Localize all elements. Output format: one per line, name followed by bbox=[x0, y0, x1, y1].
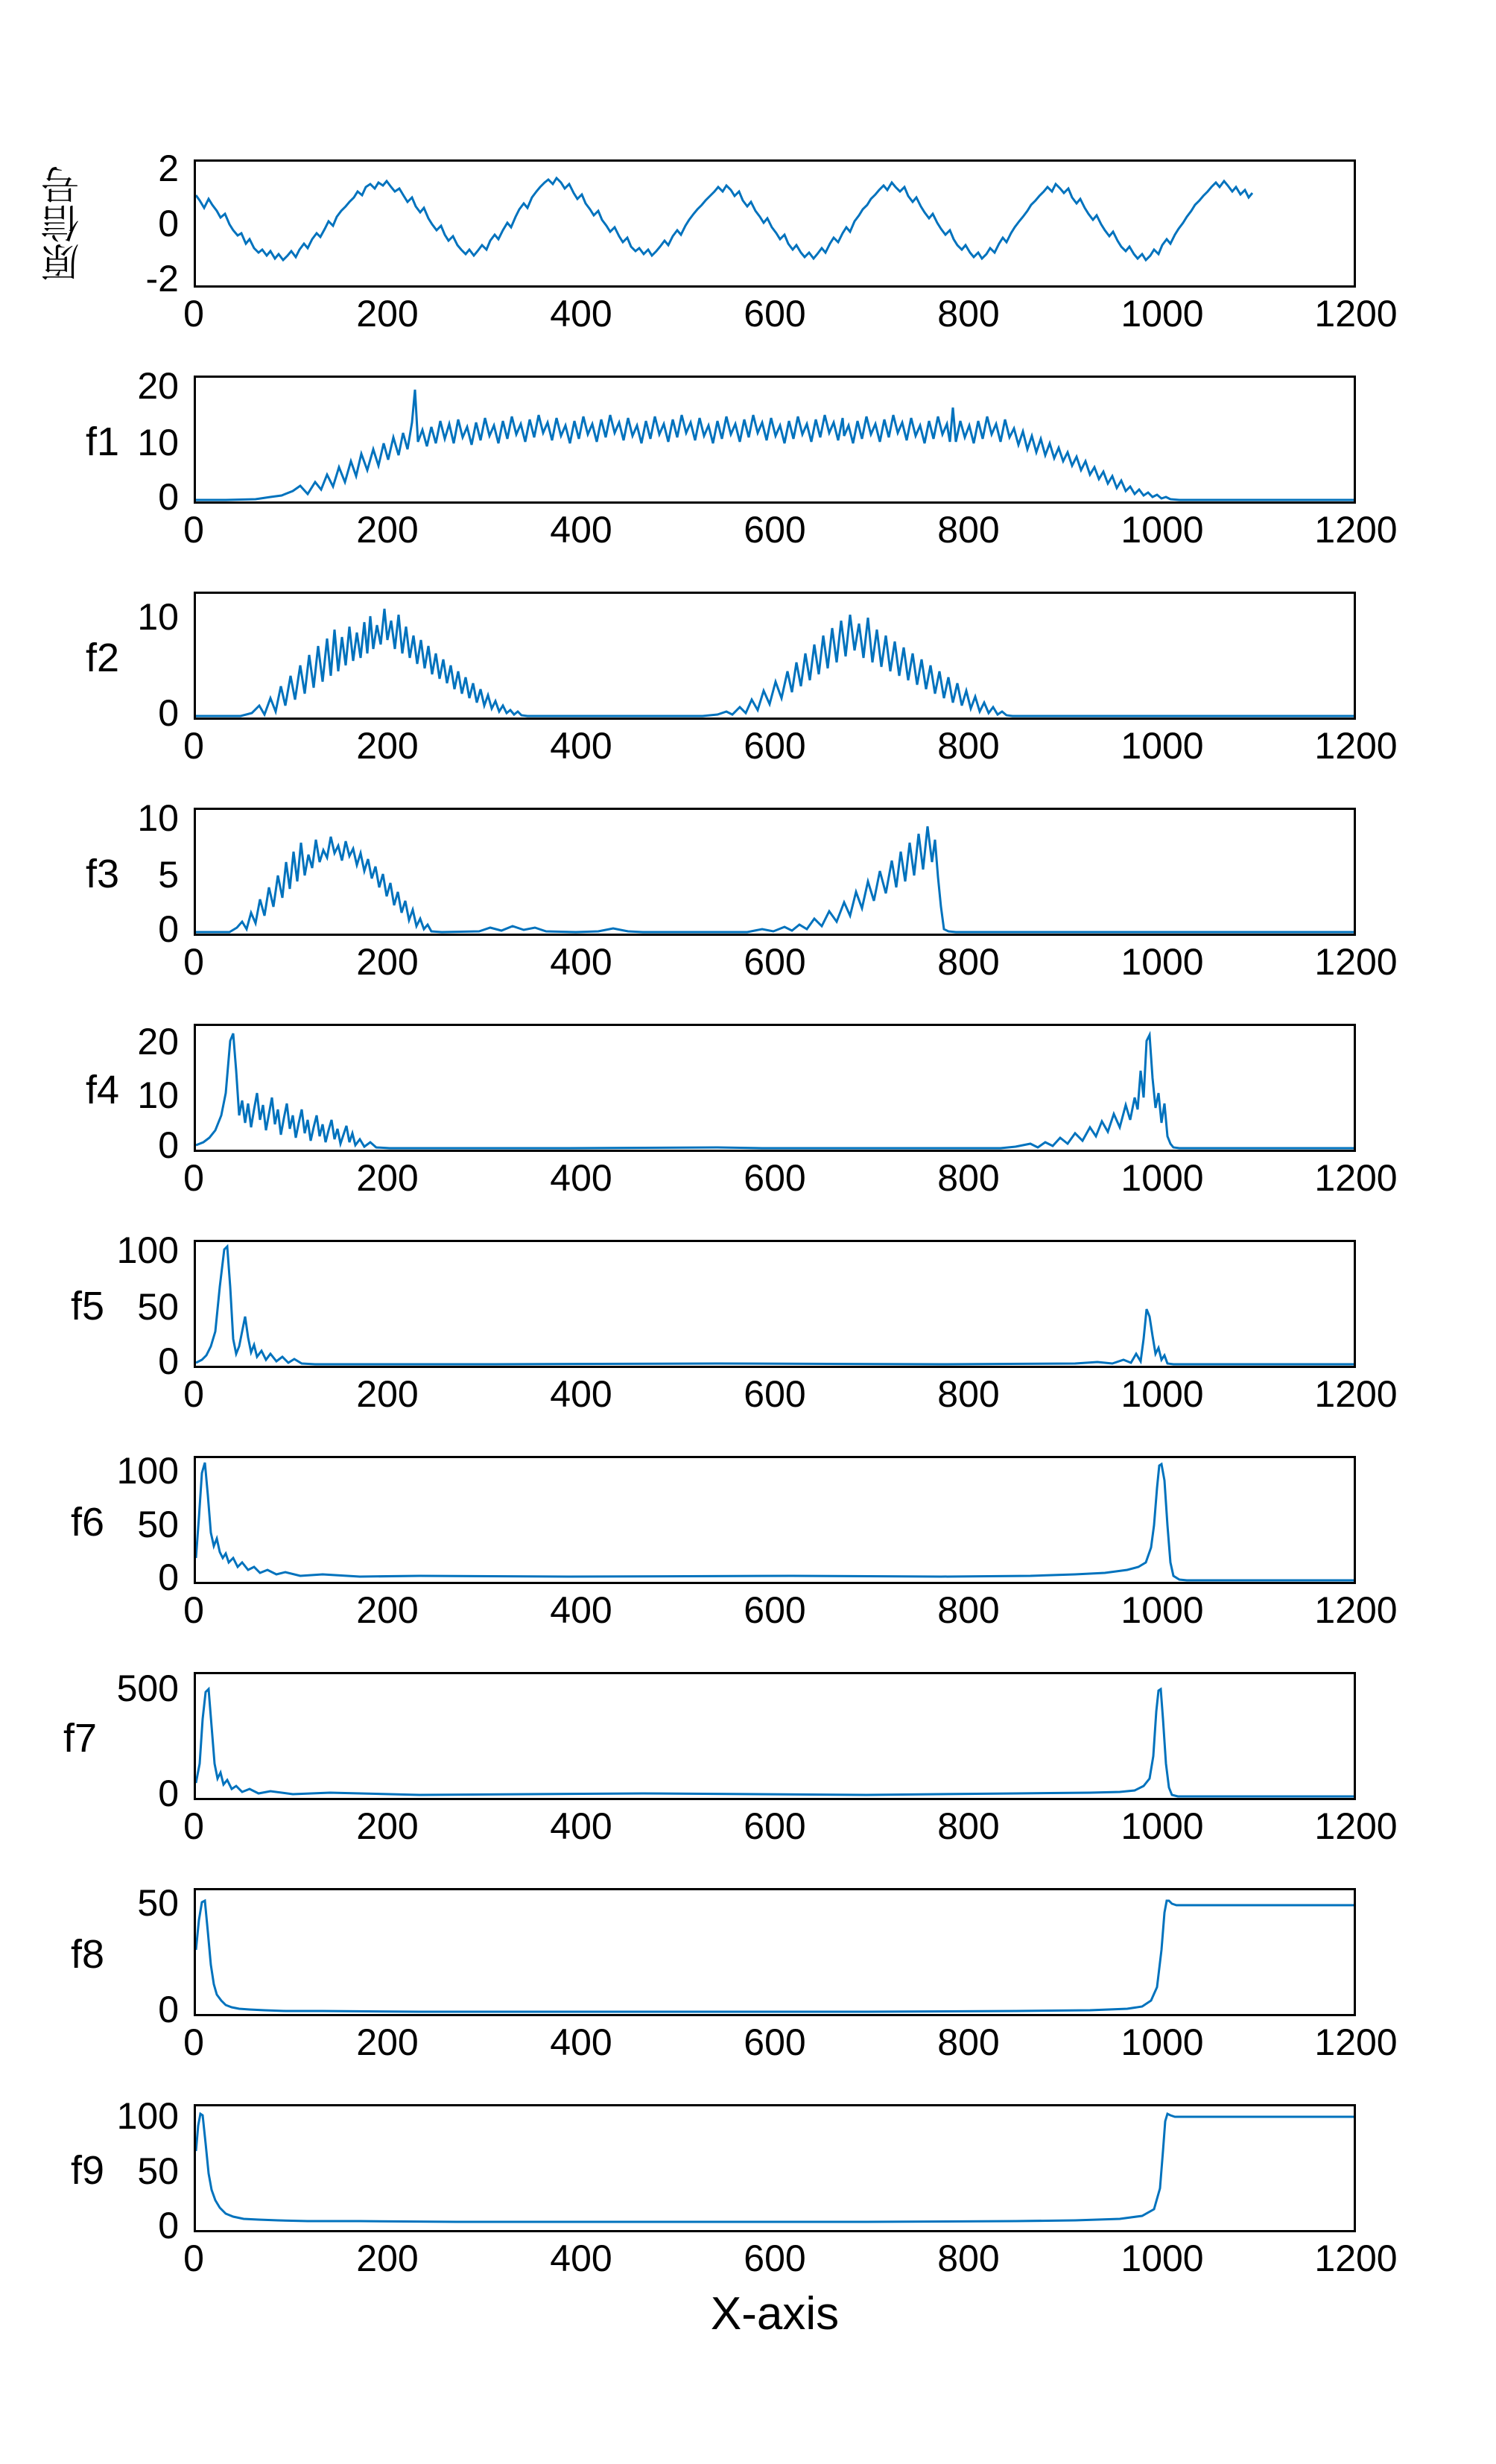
ytick: 5 bbox=[158, 854, 179, 896]
xtick: 200 bbox=[356, 725, 419, 767]
subplot-f1 bbox=[0, 365, 1496, 551]
subplot-f7-yticks bbox=[75, 1668, 179, 1814]
ytick: 10 bbox=[137, 797, 179, 839]
xtick: 800 bbox=[937, 2021, 1000, 2063]
ytick: 0 bbox=[158, 2205, 179, 2246]
ytick: 0 bbox=[158, 1340, 179, 1382]
subplot-f4-xticks bbox=[183, 1156, 1398, 1201]
xtick: 200 bbox=[356, 1373, 419, 1415]
xtick: 400 bbox=[550, 1805, 612, 1847]
xtick: 0 bbox=[183, 509, 204, 551]
xtick: 1000 bbox=[1121, 2237, 1204, 2279]
subplot-f5 bbox=[0, 1229, 1496, 1415]
xtick: 600 bbox=[744, 725, 806, 767]
xtick: 1000 bbox=[1121, 1805, 1204, 1847]
ytick: 0 bbox=[158, 476, 179, 518]
ytick: 0 bbox=[158, 1773, 179, 1814]
xtick: 600 bbox=[744, 1373, 806, 1415]
xtick: 200 bbox=[356, 1589, 419, 1631]
xtick: 1200 bbox=[1314, 941, 1398, 983]
xtick: 200 bbox=[356, 1805, 419, 1847]
ytick: 100 bbox=[116, 1450, 179, 1492]
xtick: 0 bbox=[183, 1805, 204, 1847]
subplot-f9-yticks bbox=[82, 2095, 179, 2246]
subplot-f8-xticks bbox=[183, 2021, 1398, 2065]
subplot-f1-ylabel: f1 bbox=[85, 419, 119, 464]
xtick: 400 bbox=[550, 293, 612, 335]
xtick: 200 bbox=[356, 293, 419, 335]
subplot-f5-yticks bbox=[82, 1229, 179, 1382]
ytick: 100 bbox=[116, 1229, 179, 1271]
subplot-f3-ylabel: f3 bbox=[85, 852, 119, 896]
subplot-f1-yticks bbox=[89, 365, 179, 518]
subplot-f6-ylabel: f6 bbox=[70, 1500, 104, 1545]
ytick: 50 bbox=[137, 1882, 179, 1924]
xtick: 1000 bbox=[1121, 2021, 1204, 2063]
subplot-f8 bbox=[0, 1878, 1496, 2063]
ytick: -2 bbox=[145, 258, 179, 300]
xtick: 800 bbox=[937, 1157, 1000, 1199]
xtick: 400 bbox=[550, 1589, 612, 1631]
xtick: 1200 bbox=[1314, 1805, 1398, 1847]
ytick: 100 bbox=[116, 2095, 179, 2137]
subplot-f7 bbox=[0, 1662, 1496, 1847]
ytick: 20 bbox=[137, 365, 179, 407]
subplot-f2 bbox=[0, 581, 1496, 767]
ytick: 20 bbox=[137, 1021, 179, 1062]
xtick: 1000 bbox=[1121, 725, 1204, 767]
xtick: 200 bbox=[356, 2021, 419, 2063]
xtick: 400 bbox=[550, 941, 612, 983]
subplot-f4 bbox=[0, 1013, 1496, 1199]
subplot-f2-axes bbox=[194, 592, 1356, 720]
xtick: 200 bbox=[356, 941, 419, 983]
subplot-f2-xticks bbox=[183, 724, 1398, 769]
subplot-original-ylabel: 原信号 bbox=[42, 165, 86, 282]
ytick: 0 bbox=[158, 203, 179, 244]
xtick: 800 bbox=[937, 941, 1000, 983]
ytick: 500 bbox=[116, 1668, 179, 1709]
xtick: 0 bbox=[183, 941, 204, 983]
xtick: 400 bbox=[550, 509, 612, 551]
xtick: 1000 bbox=[1121, 1589, 1204, 1631]
xtick: 0 bbox=[183, 1589, 204, 1631]
subplot-f8-yticks bbox=[82, 1882, 179, 2030]
xtick: 1000 bbox=[1121, 1373, 1204, 1415]
xtick: 1200 bbox=[1314, 725, 1398, 767]
xtick: 600 bbox=[744, 1805, 806, 1847]
xtick: 600 bbox=[744, 1589, 806, 1631]
xtick: 0 bbox=[183, 725, 204, 767]
xtick: 800 bbox=[937, 509, 1000, 551]
xtick: 600 bbox=[744, 941, 806, 983]
xtick: 200 bbox=[356, 2237, 419, 2279]
subplot-f5-xticks bbox=[183, 1372, 1398, 1417]
subplot-f7-axes bbox=[194, 1672, 1356, 1800]
xtick: 0 bbox=[183, 2021, 204, 2063]
subplot-original-axes bbox=[194, 159, 1356, 288]
ytick: 50 bbox=[137, 2150, 179, 2192]
subplot-f6-xticks bbox=[183, 1589, 1398, 1633]
xtick: 1200 bbox=[1314, 1373, 1398, 1415]
subplot-f7-ylabel: f7 bbox=[63, 1716, 97, 1761]
x-axis-label: X-axis bbox=[710, 2288, 840, 2340]
subplot-f1-axes bbox=[194, 376, 1356, 504]
subplot-f9-ylabel: f9 bbox=[70, 2148, 104, 2193]
subplot-f3 bbox=[0, 797, 1496, 983]
xtick: 1200 bbox=[1314, 1157, 1398, 1199]
subplot-f4-yticks bbox=[89, 1021, 179, 1166]
xtick: 1000 bbox=[1121, 293, 1204, 335]
xtick: 800 bbox=[937, 1805, 1000, 1847]
subplot-f2-ylabel: f2 bbox=[85, 636, 119, 680]
xtick: 1200 bbox=[1314, 2021, 1398, 2063]
xtick: 1000 bbox=[1121, 941, 1204, 983]
ytick: 10 bbox=[137, 1074, 179, 1116]
xtick: 1200 bbox=[1314, 293, 1398, 335]
xtick: 400 bbox=[550, 2021, 612, 2063]
subplot-f3-xticks bbox=[183, 940, 1398, 985]
xtick: 800 bbox=[937, 1373, 1000, 1415]
ytick: 2 bbox=[158, 148, 179, 189]
xtick: 1000 bbox=[1121, 509, 1204, 551]
xtick: 1000 bbox=[1121, 1157, 1204, 1199]
xtick: 800 bbox=[937, 293, 1000, 335]
xtick: 600 bbox=[744, 293, 806, 335]
subplot-f9-axes bbox=[194, 2104, 1356, 2232]
subplot-f5-ylabel: f5 bbox=[70, 1284, 104, 1328]
ytick: 0 bbox=[158, 692, 179, 734]
subplot-f6-axes bbox=[194, 1456, 1356, 1584]
xtick: 600 bbox=[744, 2237, 806, 2279]
xtick: 1200 bbox=[1314, 1589, 1398, 1631]
xtick: 400 bbox=[550, 725, 612, 767]
xtick: 600 bbox=[744, 1157, 806, 1199]
subplot-f8-ylabel: f8 bbox=[70, 1932, 104, 1977]
subplot-f3-axes bbox=[194, 808, 1356, 936]
xtick: 600 bbox=[744, 2021, 806, 2063]
subplot-original bbox=[0, 148, 1496, 335]
subplot-f9-xticks bbox=[183, 2237, 1398, 2281]
xtick: 200 bbox=[356, 1157, 419, 1199]
xtick: 0 bbox=[183, 293, 204, 335]
xtick: 800 bbox=[937, 725, 1000, 767]
subplot-f5-axes bbox=[194, 1240, 1356, 1368]
subplot-f7-xticks bbox=[183, 1805, 1398, 1849]
ytick: 0 bbox=[158, 1124, 179, 1166]
ytick: 50 bbox=[137, 1504, 179, 1545]
xtick: 400 bbox=[550, 1373, 612, 1415]
subplot-original-yticks bbox=[89, 148, 179, 300]
subplot-f8-axes bbox=[194, 1888, 1356, 2016]
ytick: 0 bbox=[158, 908, 179, 950]
ytick: 0 bbox=[158, 1556, 179, 1598]
subplot-f2-yticks bbox=[89, 592, 179, 734]
subplot-original-xticks bbox=[183, 292, 1398, 337]
xtick: 1200 bbox=[1314, 2237, 1398, 2279]
subplot-f9 bbox=[0, 2094, 1496, 2279]
xtick: 800 bbox=[937, 1589, 1000, 1631]
subplot-f6 bbox=[0, 1445, 1496, 1631]
xtick: 1200 bbox=[1314, 509, 1398, 551]
subplot-f3-yticks bbox=[89, 797, 179, 950]
xtick: 0 bbox=[183, 1157, 204, 1199]
ytick: 10 bbox=[137, 596, 179, 638]
xtick: 400 bbox=[550, 1157, 612, 1199]
xtick: 0 bbox=[183, 1373, 204, 1415]
ytick: 10 bbox=[137, 422, 179, 463]
subplot-f6-yticks bbox=[82, 1450, 179, 1598]
ytick: 50 bbox=[137, 1286, 179, 1328]
xtick: 600 bbox=[744, 509, 806, 551]
xtick: 200 bbox=[356, 509, 419, 551]
xtick: 800 bbox=[937, 2237, 1000, 2279]
subplot-f4-axes bbox=[194, 1024, 1356, 1152]
subplot-f1-xticks bbox=[183, 508, 1398, 553]
subplot-f4-ylabel: f4 bbox=[85, 1068, 119, 1112]
xtick: 0 bbox=[183, 2237, 204, 2279]
ytick: 0 bbox=[158, 1989, 179, 2030]
xtick: 400 bbox=[550, 2237, 612, 2279]
